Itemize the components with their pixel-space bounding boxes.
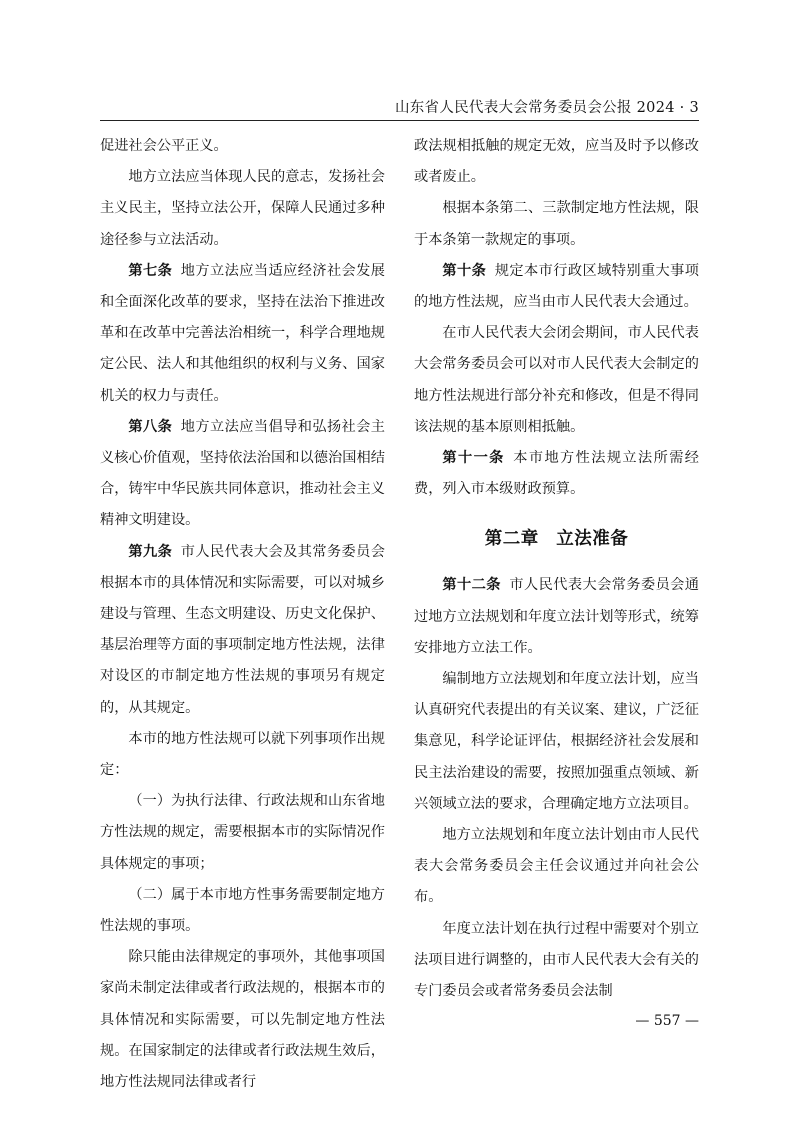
article-7 (100, 256, 385, 412)
paragraph: 根据本条第二、三款制定地方性法规，限于本条第一款规定的事项。 (414, 200, 699, 248)
article-text: 本市地方性法规立法所需经费，列入市本级财政预算。 (414, 450, 699, 498)
article-text: 市人民代表大会及其常务委员会根据本市的具体情况和实际需要，可以对城乡建设与管理、生态文明建设、历史文化保护、基层治理等方面的事项制定地方性法规，法律对设区的市制定地方性法规的事项另有规定的，从其规定。 (100, 543, 385, 716)
article-8 (100, 412, 385, 537)
article-label: 第十条 (442, 262, 487, 279)
article-12 (414, 570, 699, 664)
paragraph: 地方立法规划和年度立法计划由市人民代表大会常务委员会主任会议通过并向社会公布。 (414, 827, 699, 906)
list-item: （二）属于本市地方性事务需要制定地方性法规的事项。 (100, 886, 385, 935)
paragraph: 年度立法计划在执行过程中需要对个别立法项目进行调整的，由市人民代表大会有关的专门委员会或者常务委员会法制 (414, 920, 699, 1000)
publication-header: 山东省人民代表大会常务委员会公报 2024 · 3 (394, 100, 699, 116)
chapter-number: 第二章 (484, 529, 539, 550)
left-column (100, 131, 385, 1098)
article-10 (414, 256, 699, 318)
article-label: 第十一条 (442, 450, 505, 467)
list-item: （一）为执行法律、行政法规和山东省地方性法规的规定，需要根据本市的实际情况作具体规定的事项； (100, 793, 385, 872)
article-text: 规定本市行政区域特别重大事项的地方性法规，应当由市人民代表大会通过。 (414, 262, 699, 311)
article-label: 第七条 (128, 262, 173, 279)
article-text: 地方立法应当倡导和弘扬社会主义核心价值观，坚持依法治国和以德治国相结合，铸牢中华民族共同体意识，推动社会主义精神文明建设。 (100, 418, 385, 529)
paragraph: 在市人民代表大会闭会期间，市人民代表大会常务委员会可以对市人民代表大会制定的地方性法规进行部分补充和修改，但是不得同该法规的基本原则相抵触。 (414, 325, 699, 435)
article-label: 第十二条 (442, 577, 501, 594)
chapter-title: 立法准备 (556, 529, 629, 550)
chapter-heading (414, 522, 699, 557)
paragraph: 编制地方立法规划和年度立法计划，应当认真研究代表提出的有关议案、建议，广泛征集意见，科学论证评估，根据经济社会发展和民主法治建设的需要，按照加强重点领域、新兴领域立法的要求，合理确定地方立法项目。 (414, 671, 699, 812)
paragraph: 本市的地方性法规可以就下列事项作出规定： (100, 730, 385, 779)
paragraph: 地方立法应当体现人民的意志，发扬社会主义民主，坚持立法公开，保障人民通过多种途径参与立法活动。 (100, 169, 385, 248)
article-text: 市人民代表大会常务委员会通过地方立法规划和年度立法计划等形式，统筹安排地方立法工作。 (414, 577, 699, 656)
article-label: 第八条 (128, 418, 173, 435)
article-label: 第九条 (128, 543, 173, 560)
paragraph: 除只能由法律规定的事项外，其他事项国家尚未制定法律或者行政法规的，根据本市的具体情况和实际需要，可以先制定地方性法规。在国家制定的法律或者行政法规生效后，地方性法规同法律或者行 (100, 949, 385, 1091)
right-column (414, 131, 699, 1007)
article-9 (100, 537, 385, 724)
paragraph: 促进社会公平正义。 (100, 138, 228, 154)
header-rule (100, 120, 699, 121)
article-text: 地方立法应当适应经济社会发展和全面深化改革的要求，坚持在法治下推进改革和在改革中完善法治相统一，科学合理地规定公民、法人和其他组织的权利与义务、国家机关的权力与责任。 (100, 262, 385, 404)
article-11 (414, 443, 699, 505)
paragraph: 政法规相抵触的规定无效，应当及时予以修改或者废止。 (414, 138, 699, 186)
page-number: — 557 — (635, 1013, 699, 1029)
